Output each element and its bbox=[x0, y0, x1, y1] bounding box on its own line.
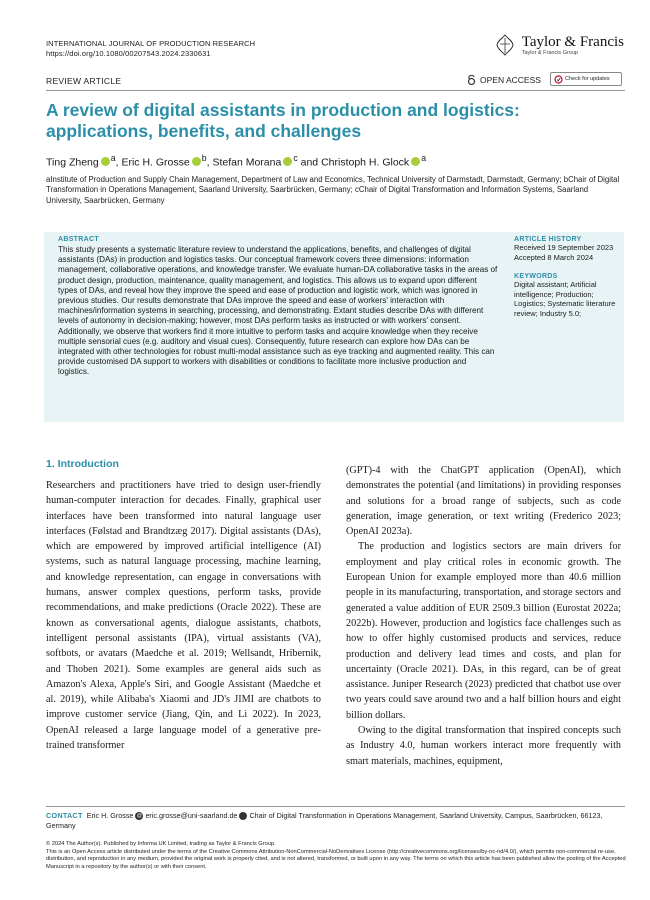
journal-name: INTERNATIONAL JOURNAL OF PRODUCTION RESEARCH bbox=[46, 39, 256, 48]
license-footer bbox=[46, 841, 626, 871]
paragraph: Owing to the digital transformation that inspired concepts such as Industry 4.0, human workers interact more frequently with smart materials, machines, equipment, bbox=[346, 725, 621, 767]
doi-link[interactable]: https://doi.org/10.1080/00207543.2024.2330631 bbox=[46, 49, 211, 58]
contact-label: CONTACT bbox=[46, 811, 83, 820]
author-affil-mark: c bbox=[293, 153, 298, 163]
contact-block bbox=[46, 811, 626, 831]
author-affil-mark: b bbox=[201, 153, 207, 163]
contact-divider bbox=[46, 806, 625, 807]
section-heading: 1. Introduction bbox=[46, 458, 119, 470]
orcid-icon[interactable] bbox=[101, 157, 110, 166]
received-date: Received 19 September 2023 bbox=[514, 243, 614, 252]
contact-email[interactable]: eric.grosse@uni-saarland.de bbox=[145, 811, 238, 820]
journal-header bbox=[46, 39, 255, 59]
open-access-badge bbox=[467, 74, 541, 85]
paragraph: Researchers and practitioners have tried to design user-friendly human-computer interaction for decades. Finally, graphical user interfaces have been transformed into natural language user interfaces (Følstad and Brandtzæg 2017). Digital assistants (DAs), which are empowered by improved artificial intelligence (AI) systems, such as natural language processing, machine learning, and knowledge representation, can engage in conversations with humans, answer complex questions, perform tasks, provide recommendations, and make predictions (Oracle 2022). These are known as conversational agents, dialogue assistants, chatbots, intelligent personal assistants (IPA), virtual assistants (VA), softbots, or avatars (Maedche et al. 2019; Wellsandt, Hribernik, and Thoben 2021). Some examples are general aids such as Amazon's Alexa, Apple's Siri, and Google Assistant (Maedche et al. 2019), while Alibaba's Xiaomi and JD's JIMI are chatbots to improve customer service (Jiang, Qin, and Li 2022). In 2023, OpenAI released a large language model of a generative pre-trained transformer bbox=[46, 480, 321, 752]
open-access-label: OPEN ACCESS bbox=[480, 74, 541, 85]
copyright: © 2024 The Author(s). Published by Informa UK Limited, trading as Taylor & Francis Group. bbox=[46, 841, 276, 847]
paragraph: (GPT)-4 with the ChatGPT application (OpenAI), which demonstrates the potential (and limitations) in providing responses and solutions for a broad range of subjects, such as code generation, image generation, or text writing (Frederico 2023; OpenAI 2023a). bbox=[346, 465, 621, 538]
author-name[interactable]: Stefan Morana bbox=[212, 156, 282, 169]
author-affil-mark: a bbox=[421, 153, 427, 163]
publisher-logo-icon bbox=[494, 34, 516, 56]
author-name[interactable]: Christoph H. Glock bbox=[321, 156, 410, 169]
abstract-text: This study presents a systematic literature review to understand the applications, benefits, and challenges of digital assistants (DAs) in production and logistics tasks. Our conceptual framework covers three dimensions: information management, collaborative operations, and knowledge transfer. We evaluate human-DA collaborative tasks in the areas of product design, production, maintenance, quality management, and logistics. This allows us to expand upon different types of DAs, and reveal how they improve the speed and ease of production and logistic work, which was ignored in previous studies. Our results demonstrate that DAs improve the speed and ease of workers' interaction with machines/information systems in searching, processing, and demonstrating. Extant studies describe DAs with different levels of autonomy in decision-making; however, most DAs perform tasks as instructed or with workers' consent. Additionally, we observe that workers find it more intuitive to perform tasks and acquire knowledge when they receive multiple sensorial cues (e.g. auditory and visual cues). Consequently, future research can explore how DAs can be integrated with other technologies for robust multi-modal assistance such as eye tracking and augmented reality. This can provide customised DA support to workers with disabilities or conditions to facilitate more inclusive production and logistics. bbox=[58, 245, 498, 377]
history-label: ARTICLE HISTORY bbox=[514, 236, 582, 243]
keywords-text: Digital assistant; Artificial intelligence; Production; Logistics; Systematic literature review; Industry 5.0; bbox=[514, 280, 616, 318]
contact-name: Eric H. Grosse bbox=[86, 811, 134, 820]
keywords bbox=[514, 273, 619, 318]
author-name[interactable]: Eric H. Grosse bbox=[121, 156, 190, 169]
header-divider bbox=[46, 90, 625, 91]
email-icon: @ bbox=[136, 813, 142, 820]
check-updates-button[interactable] bbox=[550, 72, 622, 86]
publisher-brand[interactable] bbox=[494, 34, 624, 57]
open-lock-icon bbox=[467, 74, 476, 85]
article-title: A review of digital assistants in production and logistics: applications, benefits, and challenges bbox=[46, 100, 520, 141]
author-affil-mark: a bbox=[110, 153, 116, 163]
check-updates-label: Check for updates bbox=[565, 76, 610, 82]
refresh-icon bbox=[554, 75, 563, 84]
abstract-label: ABSTRACT bbox=[58, 236, 99, 243]
article-history bbox=[514, 236, 619, 262]
author-name[interactable]: Ting Zheng bbox=[46, 156, 99, 169]
article-type: REVIEW ARTICLE bbox=[46, 76, 122, 86]
keywords-label: KEYWORDS bbox=[514, 273, 558, 280]
accepted-date: Accepted 8 March 2024 bbox=[514, 252, 594, 262]
license-text: This is an Open Access article distributed under the terms of the Creative Commons Attribution-NonCommercial-NoDerivatives License (http://creativecommons.org/licenses/by-nc-nd/4.0/), which permits non-commercial re-use, distribution, and reproduction in any medium, provided the original work is properly cited, and is not altered, transformed, or built upon in any way. The terms on which this article has been published allow the posting of the Accepted Manuscript in a repository by the author(s) or with their consent. bbox=[46, 848, 626, 870]
affiliations: aInstitute of Production and Supply Chain Management, Department of Law and Economics, Technical University of Darmstadt, Darmstadt, Germany; bChair of Digital Transformation in Operations Management, Saarland University, Saarbrücken, Germany; cChair of Digital Transformation and Information Systems, Saarland University, Saarbrücken, Germany bbox=[46, 175, 620, 205]
author-list: Ting Zheng $^a$, Eric H. Grosse $^b$, Stefan Morana $^c$ and Christoph H. Glock $^a$ bbox=[46, 153, 427, 169]
orcid-icon[interactable] bbox=[411, 157, 420, 166]
paragraph: The production and logistics sectors are main drivers for employment and play critical roles in economic growth. The European Union for example employed more than 40.6 million people in its manufacturing, transportation, and storage sectors and generated a value addition of EUR 2509.3 billion (Eurostat 2022a; 2022b). However, production and logistics face challenges such as how to offer highly customised products and services, reduce production and delivery lead times and costs, and plan for uncertainty (Oracle 2021). DAs, in this regard, can be of great assistance. Juniper Research (2023) predicted that chatbot use over two years could save around two and a half billion hours and eight billion dollars. bbox=[346, 541, 621, 721]
orcid-icon[interactable] bbox=[283, 157, 292, 166]
right-column bbox=[346, 463, 621, 769]
left-column bbox=[46, 478, 321, 753]
contact-address: Chair of Digital Transformation in Operations Management, Saarland University, Campus, Saarbrücken, 66123, Germany bbox=[46, 811, 603, 830]
publisher-name: Taylor & Francis bbox=[521, 34, 624, 50]
publisher-group: Taylor & Francis Group bbox=[521, 50, 578, 56]
address-icon bbox=[239, 812, 247, 820]
orcid-icon[interactable] bbox=[192, 157, 201, 166]
